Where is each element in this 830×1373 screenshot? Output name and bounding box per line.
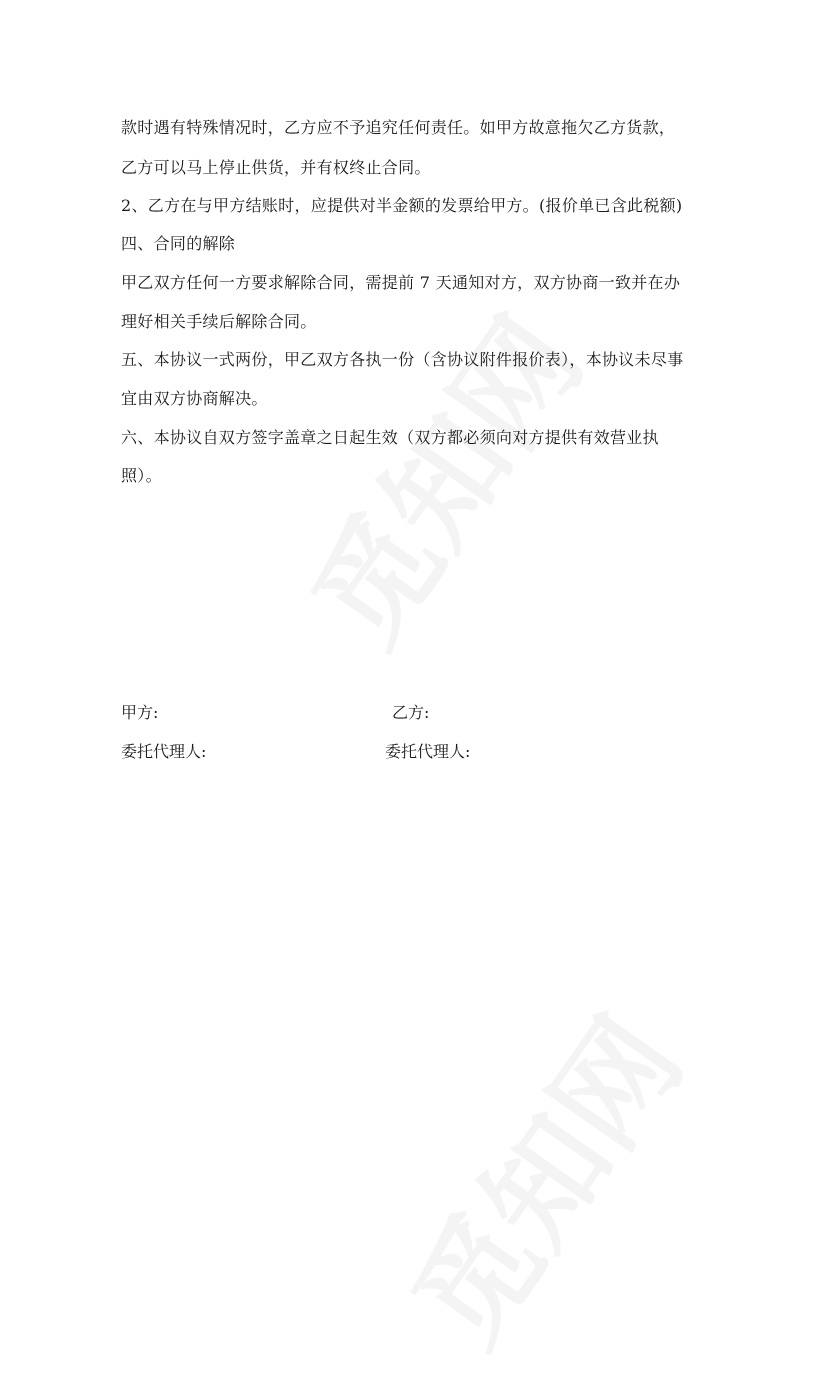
body-line-1: 款时遇有特殊情况时，乙方应不予追究任何责任。如甲方故意拖欠乙方货款，: [121, 118, 676, 137]
body-line-6: 理好相关手续后解除合同。: [121, 312, 317, 331]
watermark-top: [266, 279, 613, 673]
body-line-7: 五、本协议一式两份，甲乙双方各执一份（含协议附件报价表），本协议未尽事: [121, 350, 684, 369]
agent-a-label: 委托代理人:: [121, 742, 207, 761]
body-line-10: 照）。: [121, 466, 162, 485]
section-heading-termination: 四、合同的解除: [121, 234, 236, 253]
party-b-label: 乙方:: [392, 703, 430, 722]
agent-b-label: 委托代理人:: [385, 742, 471, 761]
party-a-label: 甲方:: [121, 703, 159, 722]
body-line-2: 乙方可以马上停止供货，并有权终止合同。: [121, 158, 431, 177]
body-line-9: 六、本协议自双方签字盖章之日起生效（双方都必须向对方提供有效营业执: [121, 428, 659, 447]
watermark-bottom: [366, 979, 713, 1373]
body-line-8: 宜由双方协商解决。: [121, 389, 268, 408]
body-line-5: 甲乙双方任何一方要求解除合同，需提前 7 天通知对方，双方协商一致并在办: [121, 273, 681, 292]
body-line-3: 2、乙方在与甲方结账时，应提供对半金额的发票给甲方。(报价单已含此税额): [121, 196, 683, 215]
